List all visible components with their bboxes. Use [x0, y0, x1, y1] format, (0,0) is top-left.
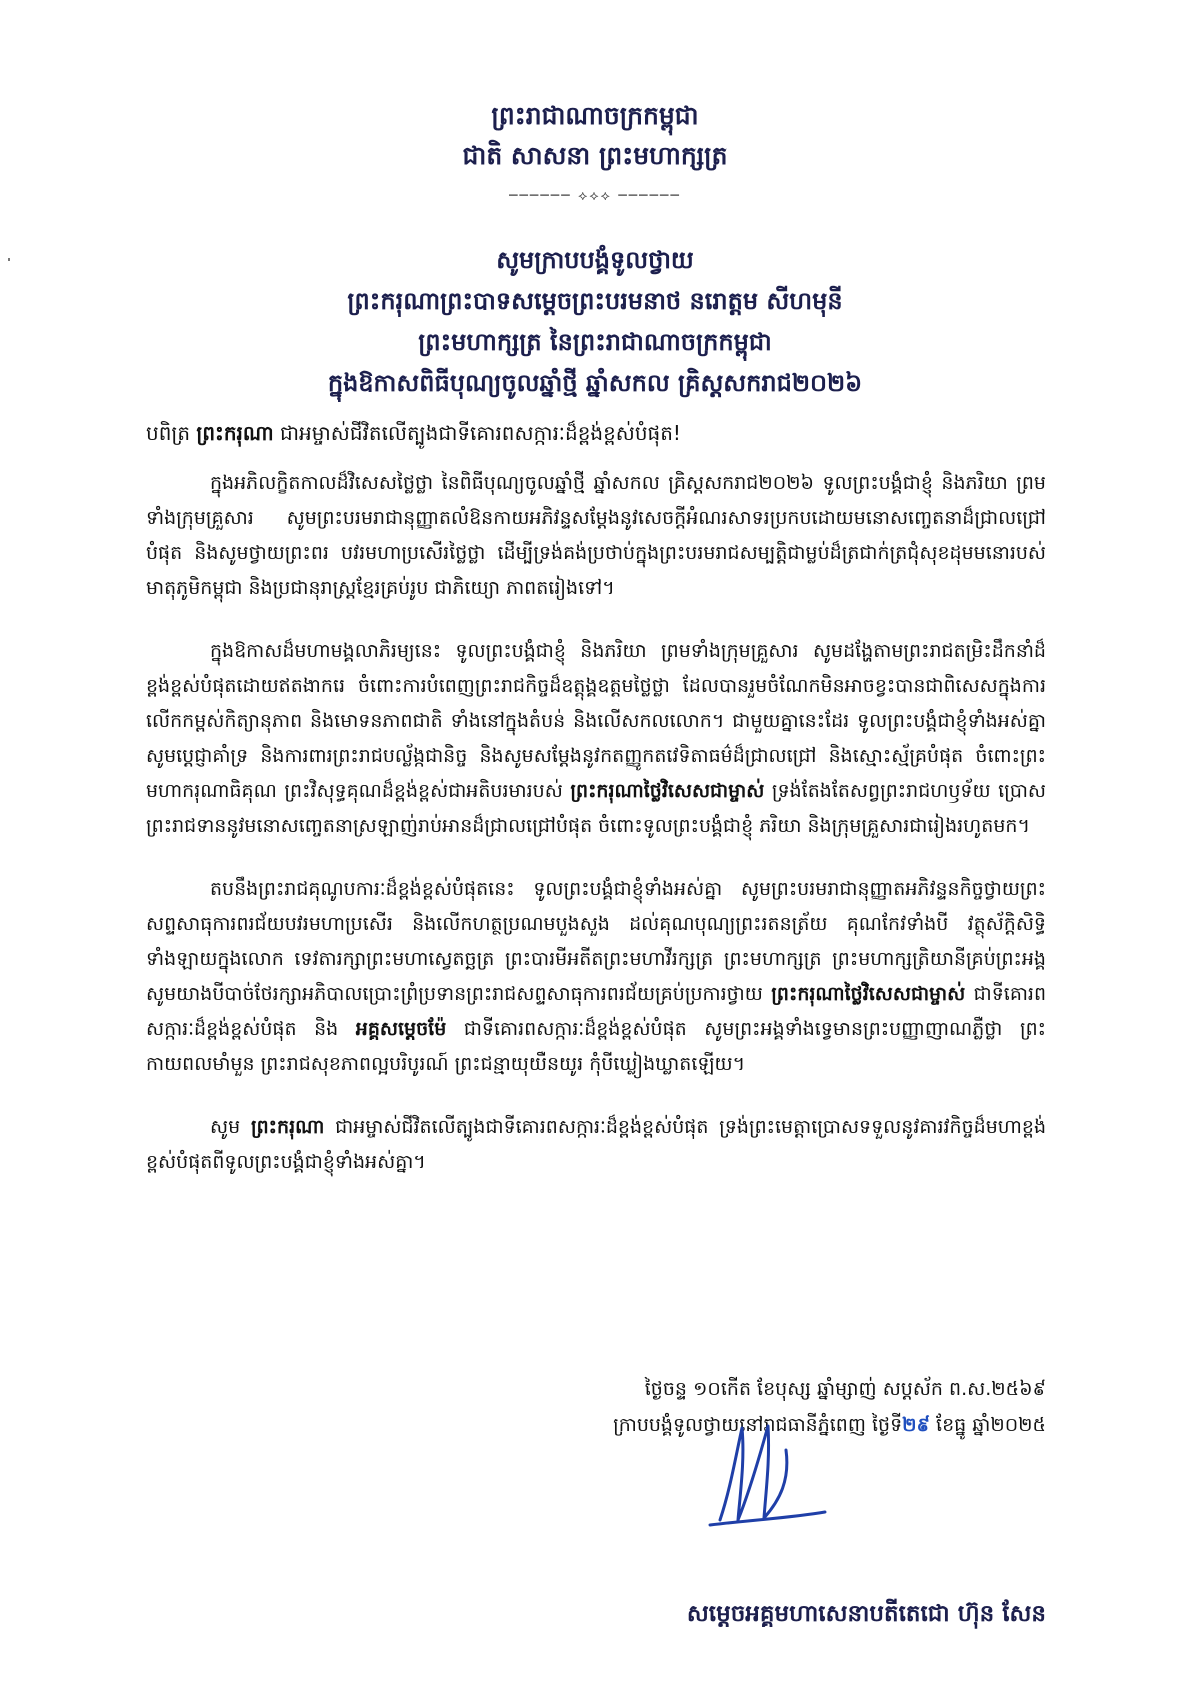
title-line-2: ព្រះករុណាព្រះបាទសម្តេចព្រះបរមនាថ នរោត្តម សីហមុនី	[347, 287, 843, 315]
lunar-date: ថ្ងៃចន្ទ ១០កើត ខែបុស្ស ឆ្នាំម្សាញ់ សប្តស័ក ព.ស.២៥៦៩	[644, 1378, 1046, 1400]
handwritten-signature	[690, 1420, 830, 1530]
paragraph-1: ក្នុងអភិលក្ខិតកាលដ៏វិសេសថ្លៃថ្លា នៃពិធីបុណ្យចូលឆ្នាំថ្មី ឆ្នាំសកល គ្រិស្តសករាជ២០២៦ ទូលព្រះបង្គំជាខ្ញុំ និងភរិយា ព្រមទាំងក្រុមគ្រួសារ សូមព្រះបរមរាជានុញ្ញាតលំឱនកាយអភិវន្ទសម្តែងនូវសេចក្តីអំណរសាទរប្រកបដោយមនោសញ្ចេតនាដ៏ជ្រាលជ្រៅបំផុត និងសូមថ្វាយព្រះពរ បវរមហាប្រសើរថ្លៃថ្លា ដើម្បីទ្រង់គង់ប្រថាប់ក្នុងព្រះបរមរាជសម្បត្តិជាម្លប់ដ៏ត្រជាក់ត្រជុំសុខដុមមនោរបស់មាតុភូមិកម្ពុជា និងប្រជានុរាស្ត្រខ្មែរគ្រប់រូប ជាភិយ្យោ ភាពតរៀងទៅ។	[146, 472, 1046, 599]
paragraph-3-bold-title: ព្រះករុណាថ្លៃវិសេសជាម្ចាស់	[771, 983, 966, 1005]
paragraph-2-text-a: ក្នុងឱកាសដ៏មហាមង្គលាភិរម្យនេះ ទូលព្រះបង្គំជាខ្ញុំ និងភរិយា ព្រមទាំងក្រុមគ្រួសារ សូមដង្ហែតាមព្រះរាជតម្រិះដឹកនាំដ៏ខ្ពង់ខ្ពស់បំផុតដោយឥតងាករេ ចំពោះការបំពេញព្រះរាជកិច្ចដ៏ឧត្តុង្គឧត្តមថ្លៃថ្លា ដែលបានរួមចំណែកមិនអាចខ្វះបានជាពិសេសក្នុងការលើកកម្ពស់កិត្យានុភាព និងមោទនភាពជាតិ ទាំងនៅក្នុងតំបន់ និងលើសកលលោក។ ជាមួយគ្នានេះដែរ ទូលព្រះបង្គំជាខ្ញុំទាំងអស់គ្នា សូមប្តេជ្ញាគាំទ្រ និងការពារព្រះរាជបល្ល័ង្កជានិច្ច និងសូមសម្តែងនូវកតញ្ញូកតវេទិតាធម៌ដ៏ជ្រាលជ្រៅ និងស្មោះស្ម័គ្របំផុត ចំពោះព្រះមហាករុណាធិគុណ ព្រះវិសុទ្ធគុណដ៏ខ្ពង់ខ្ពស់ជាអតិបរមារបស់	[146, 640, 1046, 802]
ornament-right: ──────	[618, 188, 681, 204]
title-line-3: ព្រះមហាក្សត្រ នៃព្រះរាជាណាចក្រកម្ពុជា	[418, 328, 772, 356]
ornament-left: ──────	[509, 188, 572, 204]
title-line-1: សូមក្រាបបង្គំទូលថ្វាយ	[496, 246, 694, 274]
kingdom-name: ព្រះរាជាណាចក្រកម្ពុជា	[491, 101, 699, 130]
letter-title	[0, 240, 1190, 404]
salutation-name: ព្រះករុណា	[196, 421, 274, 445]
handwritten-day: ២៩	[902, 1414, 930, 1436]
salutation-rest: ជាអម្ចាស់ជីវិតលើត្បូងជាទីគោរពសក្ការៈដ៏ខ្ពង់ខ្ពស់បំផុត!	[280, 421, 681, 445]
paragraph-4-text-a: សូម	[210, 1116, 241, 1138]
title-line-4: ក្នុងឱកាសពិធីបុណ្យចូលឆ្នាំថ្មី ឆ្នាំសកល គ្រិស្តសករាជ២០២៦	[327, 369, 863, 397]
paragraph-2	[146, 634, 1046, 844]
paragraph-3-text-e: ជាទីគោរពសក្ការៈដ៏ខ្ពង់ខ្ពស់បំផុត សូមព្រះអង្គទាំងទ្វេមានព្រះបញ្ញាញាណភ្លឺថ្លា ព្រះកាយពលមាំមួន ព្រះរាជសុខភាពល្អបរិបូរណ៍ ព្រះជន្មាយុយឺនយូរ កុំបីឃ្លៀងឃ្លាតឡើយ។	[146, 1018, 1047, 1075]
paragraph-2-text-c: ទ្រង់តែងតែសព្វព្រះរាជហឫទ័យ ប្រោសព្រះរាជទាននូវមនោសញ្ចេតនាស្រឡាញ់រាប់អានដ៏ជ្រាលជ្រៅបំផុត ចំពោះទូលព្រះបង្គំជាខ្ញុំ ភរិយា និងក្រុមគ្រួសារជារៀងរហូតមក។	[146, 780, 1046, 837]
letter-body	[146, 466, 1046, 1208]
paragraph-3-bold-queen: អគ្គសម្តេចម៉ែ	[355, 1018, 447, 1040]
signature-stroke	[710, 1426, 825, 1525]
paragraph-2-bold-title: ព្រះករុណាថ្លៃវិសេសជាម្ចាស់	[570, 780, 765, 802]
ornament-glyph: ⟡⟡⟡	[578, 188, 612, 204]
paragraph-4-bold-title: ព្រះករុណា	[250, 1116, 325, 1138]
paragraph-4-text-c: ជាអម្ចាស់ជីវិតលើត្បូងជាទីគោរពសក្ការៈដ៏ខ្ពង់ខ្ពស់បំផុត ទ្រង់ព្រះមេត្តាប្រោសទទួលនូវគារវកិច្ចដ៏មហាខ្ពង់ខ្ពស់បំផុតពីទូលព្រះបង្គំជាខ្ញុំទាំងអស់គ្នា។	[146, 1116, 1046, 1173]
paragraph-3-text-c: ជាទីគោរពសក្ការៈដ៏ខ្ពង់ខ្ពស់បំផុត និង	[146, 983, 1047, 1040]
signer-name: សម្តេចអគ្គមហាសេនាបតីតេជោ ហ៊ុន សែន	[686, 1601, 1046, 1627]
salutation-prefix: បពិត្រ	[146, 421, 191, 445]
motto-line: ជាតិ សាសនា ព្រះមហាក្សត្រ	[462, 141, 728, 170]
salutation	[146, 420, 1046, 450]
paragraph-3	[146, 872, 1046, 1082]
paragraph-3-text-a: តបនឹងព្រះរាជគុណូបការៈដ៏ខ្ពង់ខ្ពស់បំផុតនេះ ទូលព្រះបង្គំជាខ្ញុំទាំងអស់គ្នា សូមព្រះបរមរាជានុញ្ញាតអភិវន្ទនកិច្ចថ្វាយព្រះសព្ទសាធុការពរជ័យបវរមហាប្រសើរ និងលើកហត្ថប្រណមបួងសួង ដល់គុណបុណ្យព្រះរតនត្រ័យ គុណកែវទាំងបី វត្ថុស័ក្តិសិទ្ធិទាំងឡាយក្នុងលោក ទេវតារក្សាព្រះមហាស្វេតច្ឆត្រ ព្រះបារមីអតីតព្រះមហាវីរក្សត្រ ព្រះមហាក្សត្រ ព្រះមហាក្សត្រិយានីគ្រប់ព្រះអង្គ សូមយាងបីបាច់ថែរក្សាអភិបាលប្រោះព្រំប្រទានព្រះរាជសព្ទសាធុការពរជ័យគ្រប់ប្រការថ្វាយ	[146, 878, 1046, 1005]
national-motto	[0, 96, 1190, 176]
paragraph-4	[146, 1110, 1046, 1180]
ornament-divider	[0, 188, 1190, 204]
place-prefix: ក្រាបបង្គំទូលថ្វាយនៅរាជធានីភ្នំពេញ ថ្ងៃទី	[613, 1414, 903, 1436]
place-suffix: ខែធ្នូ ឆ្នាំ២០២៥	[930, 1414, 1046, 1436]
